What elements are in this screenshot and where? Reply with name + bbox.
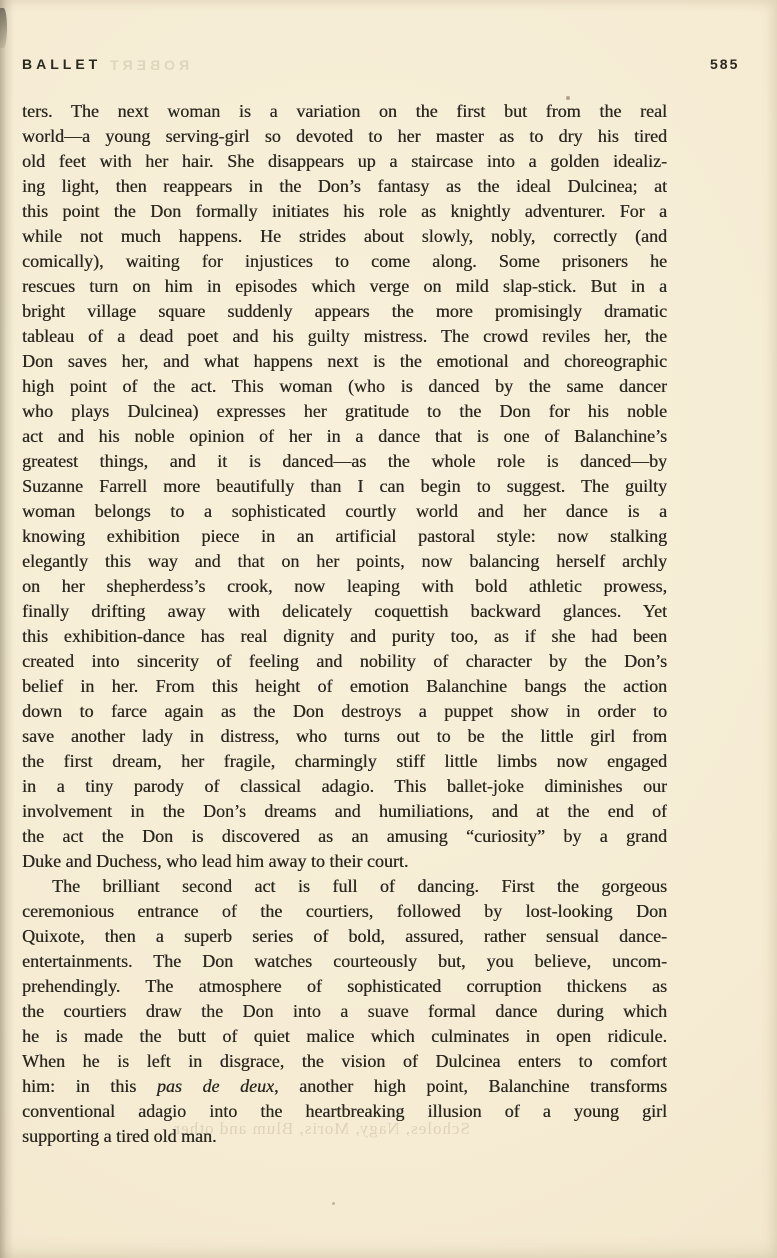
bleedthrough-header-text: ROBERT	[106, 57, 190, 73]
text-line: bright village square suddenly appears the more promisingly dramatic	[22, 301, 667, 321]
running-title: BALLET	[22, 56, 102, 72]
text-line: elegantly this way and that on her points, now balancing herself archly	[22, 551, 667, 571]
scan-edge-smudge	[0, 8, 7, 48]
text-line: on her shepherdess’s crook, now leaping with bold athletic prowess,	[22, 576, 667, 596]
text-line: Duke and Duchess, who lead him away to their court.	[22, 851, 409, 871]
text-line: who plays Dulcinea) expresses her gratitude to the Don for his noble	[22, 401, 667, 421]
text-line: the first dream, her fragile, charmingly stiff little limbs now engaged	[22, 751, 667, 771]
text-line: woman belongs to a sophisticated courtly world and her dance is a	[22, 501, 667, 521]
text-line: created into sincerity of feeling and nobility of character by the Don’s	[22, 651, 667, 671]
page-number: 585	[710, 56, 740, 72]
text-line: rescues turn on him in episodes which verge on mild slap-stick. But in a	[22, 276, 667, 296]
text-line: world—a young serving-girl so devoted to her master as to dry his tired	[22, 126, 667, 146]
text-line: Suzanne Farrell more beautifully than I can begin to suggest. The guilty	[22, 476, 667, 496]
text-line: When he is left in disgrace, the vision of Dulcinea enters to comfort	[22, 1051, 667, 1071]
text-line: supporting a tired old man.	[22, 1126, 217, 1146]
body-text	[22, 99, 667, 1149]
scan-speck	[566, 96, 570, 100]
text-line: ing light, then reappears in the Don’s fantasy as the ideal Dulcinea; at	[22, 176, 667, 196]
text-line: greatest things, and it is danced—as the whole role is danced—by	[22, 451, 667, 471]
text-line: comically), waiting for injustices to come along. Some prisoners he	[22, 251, 667, 271]
bleedthrough-footer-text: Scholes, Nagy, Moris, Blum and other	[173, 1119, 470, 1138]
text-line: knowing exhibition piece in an artificial pastoral style: now stalking	[22, 526, 667, 546]
text-line: prehendingly. The atmosphere of sophisticated corruption thickens as	[22, 976, 667, 996]
text-line: this point the Don formally initiates his role as knightly adventurer. For a	[22, 201, 667, 221]
text-line: old feet with her hair. She disappears up a staircase into a golden idealiz-	[22, 151, 667, 171]
text-line: he is made the butt of quiet malice which culminates in open ridicule.	[22, 1026, 667, 1046]
text-line: down to farce again as the Don destroys a puppet show in order to	[22, 701, 667, 721]
text-line: involvement in the Don’s dreams and humiliations, and at the end of	[22, 801, 667, 821]
text-line: The brilliant second act is full of dancing. First the gorgeous	[52, 876, 667, 896]
text-line: ters. The next woman is a variation on the first but from the real	[22, 101, 667, 121]
text-line: the courtiers draw the Don into a suave formal dance during which	[22, 1001, 667, 1021]
text-line: him: in this pas de deux, another high point, Balanchine transforms	[22, 1076, 667, 1096]
text-line: entertainments. The Don watches courteously but, you believe, uncom-	[22, 951, 667, 971]
text-line: finally drifting away with delicately coquettish backward glances. Yet	[22, 601, 667, 621]
text-line: ceremonious entrance of the courtiers, followed by lost-looking Don	[22, 901, 667, 921]
scan-speck	[332, 1202, 335, 1205]
page-header	[22, 56, 755, 76]
text-line: belief in her. From this height of emotion Balanchine bangs the action	[22, 676, 667, 696]
text-line: tableau of a dead poet and his guilty mistress. The crowd reviles her, the	[22, 326, 667, 346]
text-line: in a tiny parody of classical adagio. This ballet-joke diminishes our	[22, 776, 667, 796]
text-line: Don saves her, and what happens next is the emotional and choreographic	[22, 351, 667, 371]
text-line: the act the Don is discovered as an amusing “curiosity” by a grand	[22, 826, 667, 846]
text-line: high point of the act. This woman (who is danced by the same dancer	[22, 376, 667, 396]
page-gutter-shadow	[0, 0, 14, 1258]
text-line: act and his noble opinion of her in a dance that is one of Balanchine’s	[22, 426, 667, 446]
text-line: Quixote, then a superb series of bold, assured, rather sensual dance-	[22, 926, 667, 946]
text-line: conventional adagio into the heartbreaking illusion of a young girl	[22, 1101, 667, 1121]
text-line: while not much happens. He strides about slowly, nobly, correctly (and	[22, 226, 667, 246]
text-line: save another lady in distress, who turns out to be the little girl from	[22, 726, 667, 746]
text-line: this exhibition-dance has real dignity and purity too, as if she had been	[22, 626, 667, 646]
